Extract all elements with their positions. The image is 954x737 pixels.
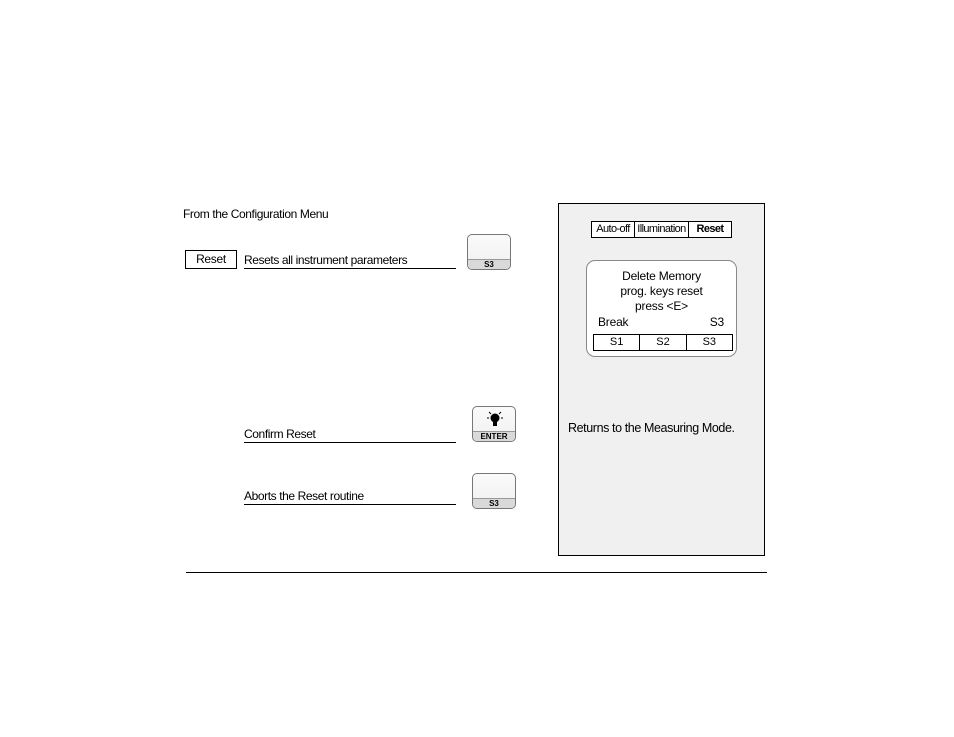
softkey-row	[593, 334, 733, 351]
display-break-label: Break	[598, 315, 629, 329]
step-abort-description: Aborts the Reset routine	[244, 489, 456, 505]
softkey-s1[interactable]: S1	[594, 335, 640, 350]
lcd-display	[586, 260, 737, 357]
intro-text: From the Configuration Menu	[183, 207, 329, 221]
step-reset-description: Resets all instrument parameters	[244, 253, 456, 269]
menu-tabs	[591, 221, 732, 238]
reset-menu-button[interactable]: Reset	[185, 250, 237, 269]
display-s3-label: S3	[709, 315, 724, 329]
instrument-panel	[558, 203, 765, 556]
softkey-s3[interactable]: S3	[702, 336, 717, 348]
step-confirm-description: Confirm Reset	[244, 427, 456, 443]
s3-abort-key-label: S3	[473, 498, 515, 508]
tab-reset[interactable]: Reset	[696, 223, 724, 235]
display-line-prog-keys: prog. keys reset	[620, 284, 703, 298]
tab-illumination[interactable]: Illumination	[635, 222, 689, 237]
tab-auto-off[interactable]: Auto-off	[592, 222, 635, 237]
return-note: Returns to the Measuring Mode.	[568, 421, 735, 435]
page-divider	[186, 572, 767, 573]
s3-key-label: S3	[468, 259, 510, 269]
s3-key-button[interactable]	[467, 234, 511, 270]
softkey-s2[interactable]: S2	[640, 335, 686, 350]
lightbulb-icon	[486, 410, 504, 429]
s3-abort-key-button[interactable]	[472, 473, 516, 509]
enter-key-label: ENTER	[473, 431, 515, 441]
display-line-delete-memory: Delete Memory	[622, 269, 701, 283]
enter-key-button[interactable]	[472, 406, 516, 442]
display-line-press-e: press <E>	[635, 299, 688, 313]
